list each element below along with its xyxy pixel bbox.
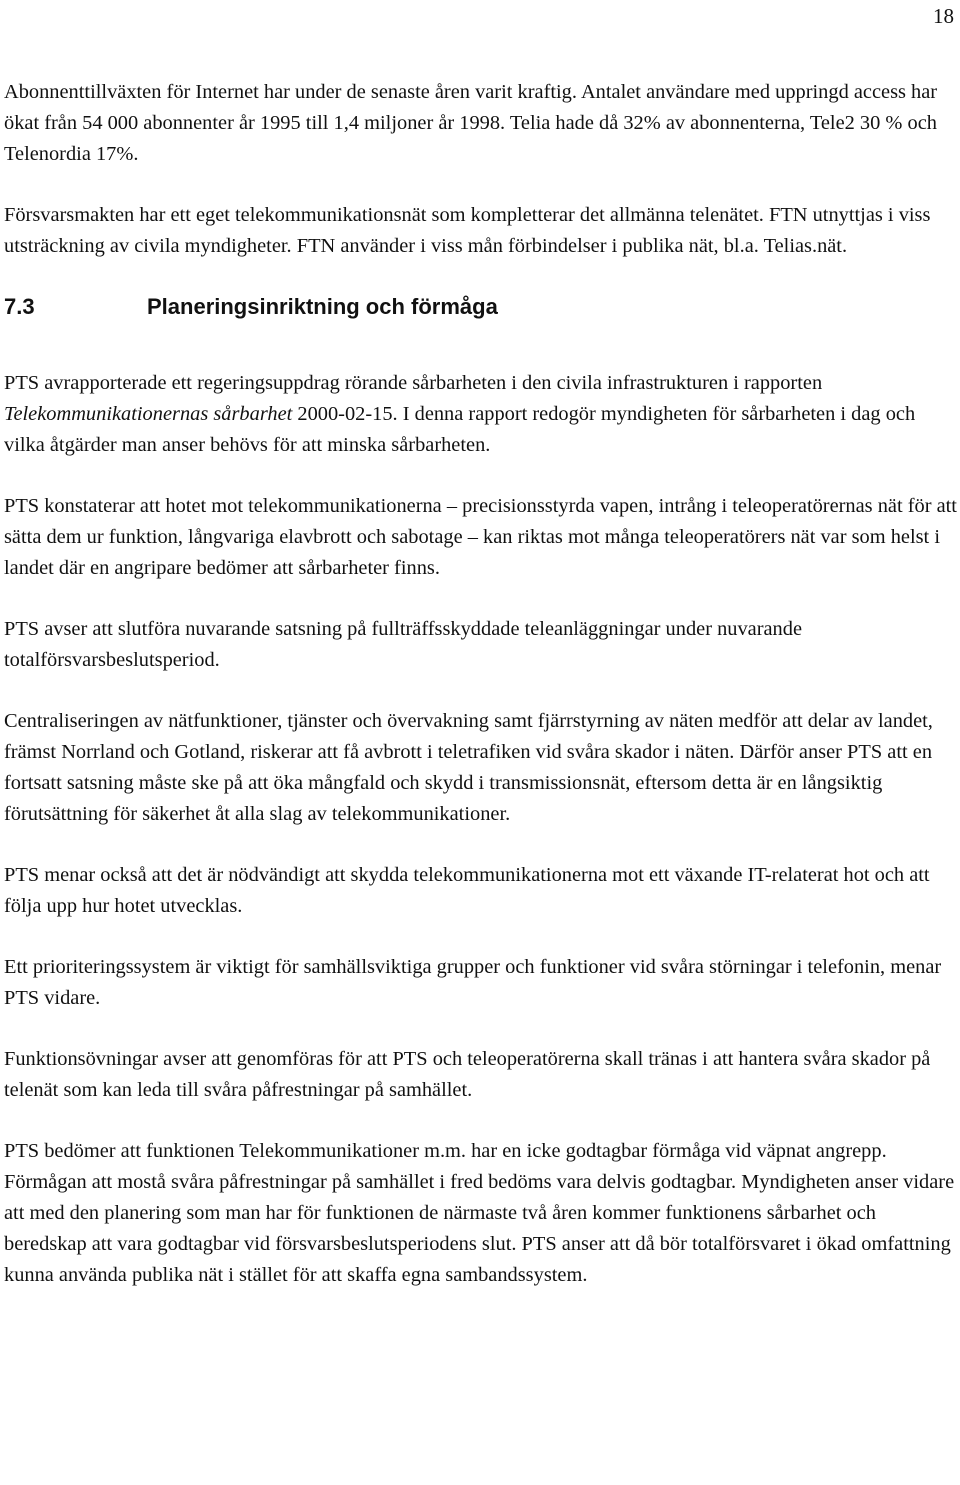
paragraph-ftn: Försvarsmakten har ett eget telekommunikationsnät som kompletterar det allmänna telenätet. FTN utnyttjas i viss utsträckning av civila myndigheter. FTN använder i viss mån förbindelser i publika nät, bl.a. Telias.nät. <box>4 204 931 257</box>
paragraph-internet-growth: Abonnenttillväxten för Internet har under de senaste åren varit kraftig. Antalet användare med uppringd access har ökat från 54 000 abonnenter år 1995 till 1,4 miljoner år 1998. Telia hade då 32% av abonnenterna, Tele2 30 % och Telenordia 17%. <box>4 81 938 165</box>
paragraph-it-threat: PTS menar också att det är nödvändigt att skydda telekommunikationerna mot ett växande IT-relaterat hot och att följa upp hur hotet utvecklas. <box>4 864 930 917</box>
paragraph-exercises: Funktionsövningar avser att genomföras för att PTS och teleoperatörerna skall tränas i att hantera svåra skador på telenät som kan leda till svåra påfrestningar på samhället. <box>4 1048 931 1101</box>
paragraph-text: 2000-02-15. I denna rapport redogör myndigheten för sårbarheten i dag och vilka åtgärder man anser behövs för att minska sårbarheten. <box>4 403 916 456</box>
paragraph-threats: PTS konstaterar att hotet mot telekommunikationerna – precisionsstyrda vapen, intrång i teleoperatörernas nät för att sätta dem ur funktion, långvariga elavbrott och sabotage – kan riktas mot många teleoperatörers nät var som helst i landet där en angripare bedömer att sårbarheter finns. <box>4 495 957 579</box>
section-heading <box>4 292 958 322</box>
paragraph-centralisation: Centraliseringen av nätfunktioner, tjänster och övervakning samt fjärrstyrning av näten medför att delar av landet, främst Norrland och Gotland, riskerar att få avbrott i teletrafiken vid svåra skador i näten. Därför anser PTS att en fortsatt satsning måste ske på att öka mångfald och skydd i transmissionsnät, eftersom detta är en långsiktig förutsättning för säkerhet åt alla slag av telekommunikationer. <box>4 710 933 825</box>
paragraph-pts-report <box>4 368 958 461</box>
paragraph-priority-system: Ett prioriteringssystem är viktigt för samhällsviktiga grupper och funktioner vid svåra störningar i telefonin, menar PTS vidare. <box>4 956 942 1009</box>
section-number: 7.3 <box>4 294 35 319</box>
document-body <box>4 77 958 1321</box>
paragraph-text: PTS avrapporterade ett regeringsuppdrag rörande sårbarheten i den civila infrastrukturen i rapporten <box>4 372 823 394</box>
page-number: 18 <box>933 4 954 28</box>
section-title: Planeringsinriktning och förmåga <box>147 294 498 319</box>
paragraph-assessment: PTS bedömer att funktionen Telekommunikationer m.m. har en icke godtagbar förmåga vid väpnat angrepp. Förmågan att mostå svåra påfrestningar på samhället i fred bedöms vara delvis godtagbar. Myndigheten anser vidare att med den planering som man har för funktionen de närmaste två åren kommer funktionens sårbarhet och beredskap att vara godtagbar vid försvarsbeslutsperiodens slut. PTS anser att då bör totalförsvaret i ökad omfattning kunna använda publika nät i stället för att skaffa egna sambandssystem. <box>4 1140 955 1286</box>
report-title: Telekommunikationernas sårbarhet <box>4 403 293 425</box>
paragraph-protection: PTS avser att slutföra nuvarande satsning på fullträffsskyddade teleanläggningar under nuvarande totalförsvarsbeslutsperiod. <box>4 618 803 671</box>
